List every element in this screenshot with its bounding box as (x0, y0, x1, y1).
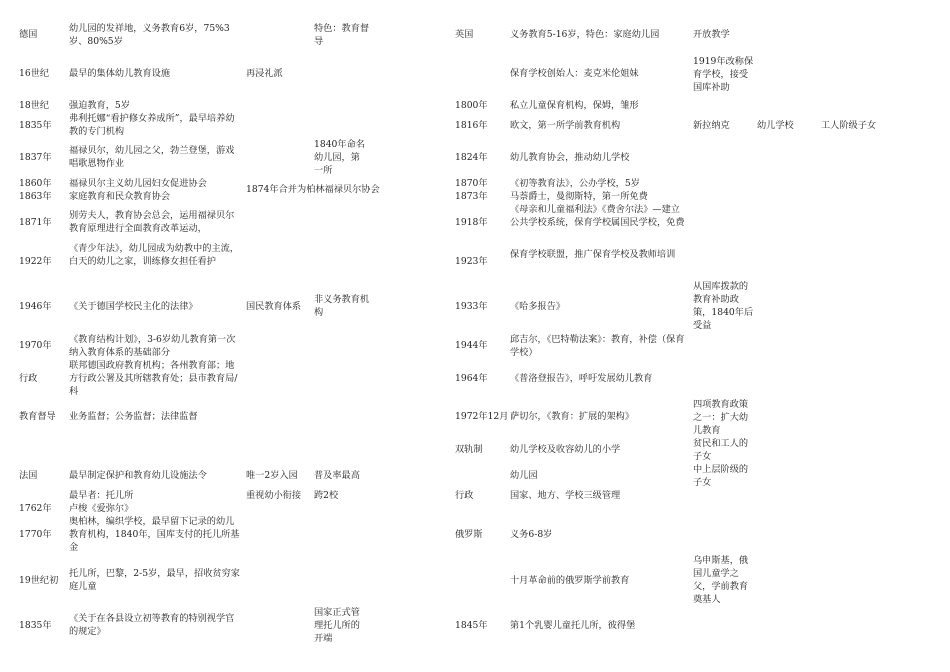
cell: 国民教育体系 (246, 301, 302, 312)
cell: 幼儿学校及收容幼儿的小学 (510, 444, 621, 455)
cell: 1816年 (455, 120, 488, 131)
cell: 16世纪 (19, 68, 50, 79)
cell: 《关于德国学校民主化的法律》 (69, 301, 198, 312)
cell: 国家、地方、学校三级管理 (510, 490, 621, 501)
cell: 双轨制 (455, 444, 483, 455)
cell: 1933年 (455, 301, 488, 312)
cell: 法国 (19, 470, 38, 481)
cell: 1970年 (19, 340, 52, 351)
cell: 幼儿园的发祥地，义务教育6岁，75%3岁、80%5岁 (69, 23, 230, 47)
cell: 保育学校创始人：麦克米伦姐妹 (510, 68, 639, 79)
cell: 《初等教育法》，公办学校，5岁 (510, 178, 640, 189)
cell: 《教育结构计划》，3-6岁幼儿教育第一次纳入教育体系的基础部分 (69, 334, 236, 358)
cell: 第1个乳婴儿童托儿所，彼得堡 (510, 620, 636, 631)
cell: 乌申斯基，俄国儿童学之父，学前教育奠基人 (693, 555, 749, 605)
cell: 1964年 (455, 373, 488, 384)
cell: 1871年 (19, 217, 52, 228)
cell: 1873年 (455, 191, 488, 202)
cell: 新拉纳克 (693, 120, 730, 131)
cell: 工人阶级子女 (821, 120, 877, 131)
cell: 1800年 (455, 100, 488, 111)
cell: 18世纪 (19, 100, 50, 111)
cell: 强迫教育，5岁 (69, 100, 130, 111)
cell: 《哈多报告》 (510, 301, 566, 312)
cell: 1923年 (455, 256, 488, 267)
cell: 教育督导 (19, 411, 56, 422)
cell: 1944年 (455, 340, 488, 351)
cell: 1874年合并为柏林福禄贝尔协会 (246, 184, 380, 195)
cell: 1824年 (455, 152, 488, 163)
cell: 《青少年法》，幼儿园成为幼教中的主流，白天的幼儿之家，训练修女担任看护 (69, 243, 239, 267)
cell: 福禄贝尔，幼儿园之父，勃兰登堡，游戏唱歌恩物作业 (69, 145, 235, 169)
cell: 德国 (19, 29, 38, 40)
cell: 最早制定保护和教育幼儿设施法令 (69, 470, 207, 481)
cell: 义务6-8岁 (510, 529, 553, 540)
cell: 福禄贝尔主义幼儿园妇女促进协会 (69, 178, 207, 189)
cell: 弗利托娜“看护修女养成所”，最早培养幼教的专门机构 (69, 113, 235, 137)
cell: 幼儿学校 (757, 120, 794, 131)
cell: 四项教育政策之一：扩大幼儿教育 (693, 399, 749, 436)
cell: 英国 (455, 29, 474, 40)
cell: 行政 (455, 490, 474, 501)
cell: 《母亲和儿童福利法》《费舍尔法》—建立公共学校系统，保育学校属国民学校，免费 (510, 204, 685, 228)
cell: 1835年 (19, 620, 52, 631)
cell: 1922年 (19, 256, 52, 267)
cell: 《普洛登报告》，呼吁发展幼儿教育 (510, 373, 653, 384)
cell: 贫民和工人的子女 (693, 438, 749, 462)
cell: 家庭教育和民众教育协会 (69, 191, 171, 202)
cell: 保育学校联盟，推广保育学校及教师培训 (510, 249, 676, 260)
cell: 重视幼小衔接 (246, 490, 302, 501)
cell: 1835年 (19, 120, 52, 131)
cell: 跨2校 (314, 490, 339, 501)
cell: 1770年 (19, 529, 52, 540)
cell: 19世纪初 (19, 575, 59, 586)
cell: 非义务教育机构 (314, 294, 370, 318)
cell: 十月革命前的俄罗斯学前教育 (510, 575, 630, 586)
cell: 最早者：托儿所 (69, 490, 134, 501)
cell: 国家正式管理托儿所的开端 (314, 607, 360, 644)
cell: 托儿所，巴黎，2-5岁，最早，招收贫穷家庭儿童 (69, 568, 240, 592)
cell: 《关于在各县设立初等教育的特别视学官的规定》 (69, 613, 235, 637)
cell: 1863年 (19, 191, 52, 202)
cell: 行政 (19, 373, 38, 384)
cell: 1919年改称保育学校，接受国库补助 (693, 56, 754, 93)
cell: 最早的集体幼儿教育设施 (69, 68, 171, 79)
cell: 业务监督；公务监督；法律监督 (69, 411, 198, 422)
cell: 义务教育5-16岁，特色：家庭幼儿园 (510, 29, 660, 40)
cell: 马萘爵士，曼彻斯特，第一所免费 (510, 191, 648, 202)
cell: 邱吉尔，《巴特勒法案》：教育，补偿（保育学校） (510, 334, 685, 358)
cell: 幼儿园 (510, 470, 538, 481)
cell: 别劳夫人，教育协会总会，运用福禄贝尔教育原理进行全面教育改革运动， (69, 210, 235, 234)
cell: 幼儿教育协会，推动幼儿学校 (510, 152, 630, 163)
cell: 1870年 (455, 178, 488, 189)
cell: 联邦德国政府教育机构；各州教育部；地方行政公署及其所辖教育处；县市教育局/科 (69, 360, 238, 397)
cell: 欧文，第一所学前教育机构 (510, 120, 621, 131)
cell: 中上层阶级的子女 (693, 464, 749, 488)
cell: 再浸礼派 (246, 68, 283, 79)
cell: 奥柏林，编织学校，最早留下记录的幼儿教育机构，1840年，国库支付的托儿所基金 (69, 516, 240, 553)
cell: 1972年12月 (455, 411, 509, 422)
cell: 萨切尔，《教育：扩展的架构》 (510, 411, 635, 422)
cell: 从国库拨款的教育补助政策，1840年后受益 (693, 281, 754, 331)
cell: 俄罗斯 (455, 529, 483, 540)
cell: 开放教学 (693, 29, 730, 40)
cell: 1918年 (455, 217, 488, 228)
cell: 1840年命名幼儿园，第一所 (314, 139, 365, 176)
cell: 特色：教育督导 (314, 23, 370, 47)
cell: 1860年 (19, 178, 52, 189)
cell: 1946年 (19, 301, 52, 312)
cell: 普及率最高 (314, 470, 360, 481)
cell: 1837年 (19, 152, 52, 163)
cell: 私立儿童保育机构，保姆，雏形 (510, 100, 639, 111)
cell: 1845年 (455, 620, 488, 631)
cell: 唯一2岁入园 (246, 470, 298, 481)
cell: 1762年 (19, 503, 52, 514)
cell: 卢梭《爱弥尔》 (69, 503, 134, 514)
